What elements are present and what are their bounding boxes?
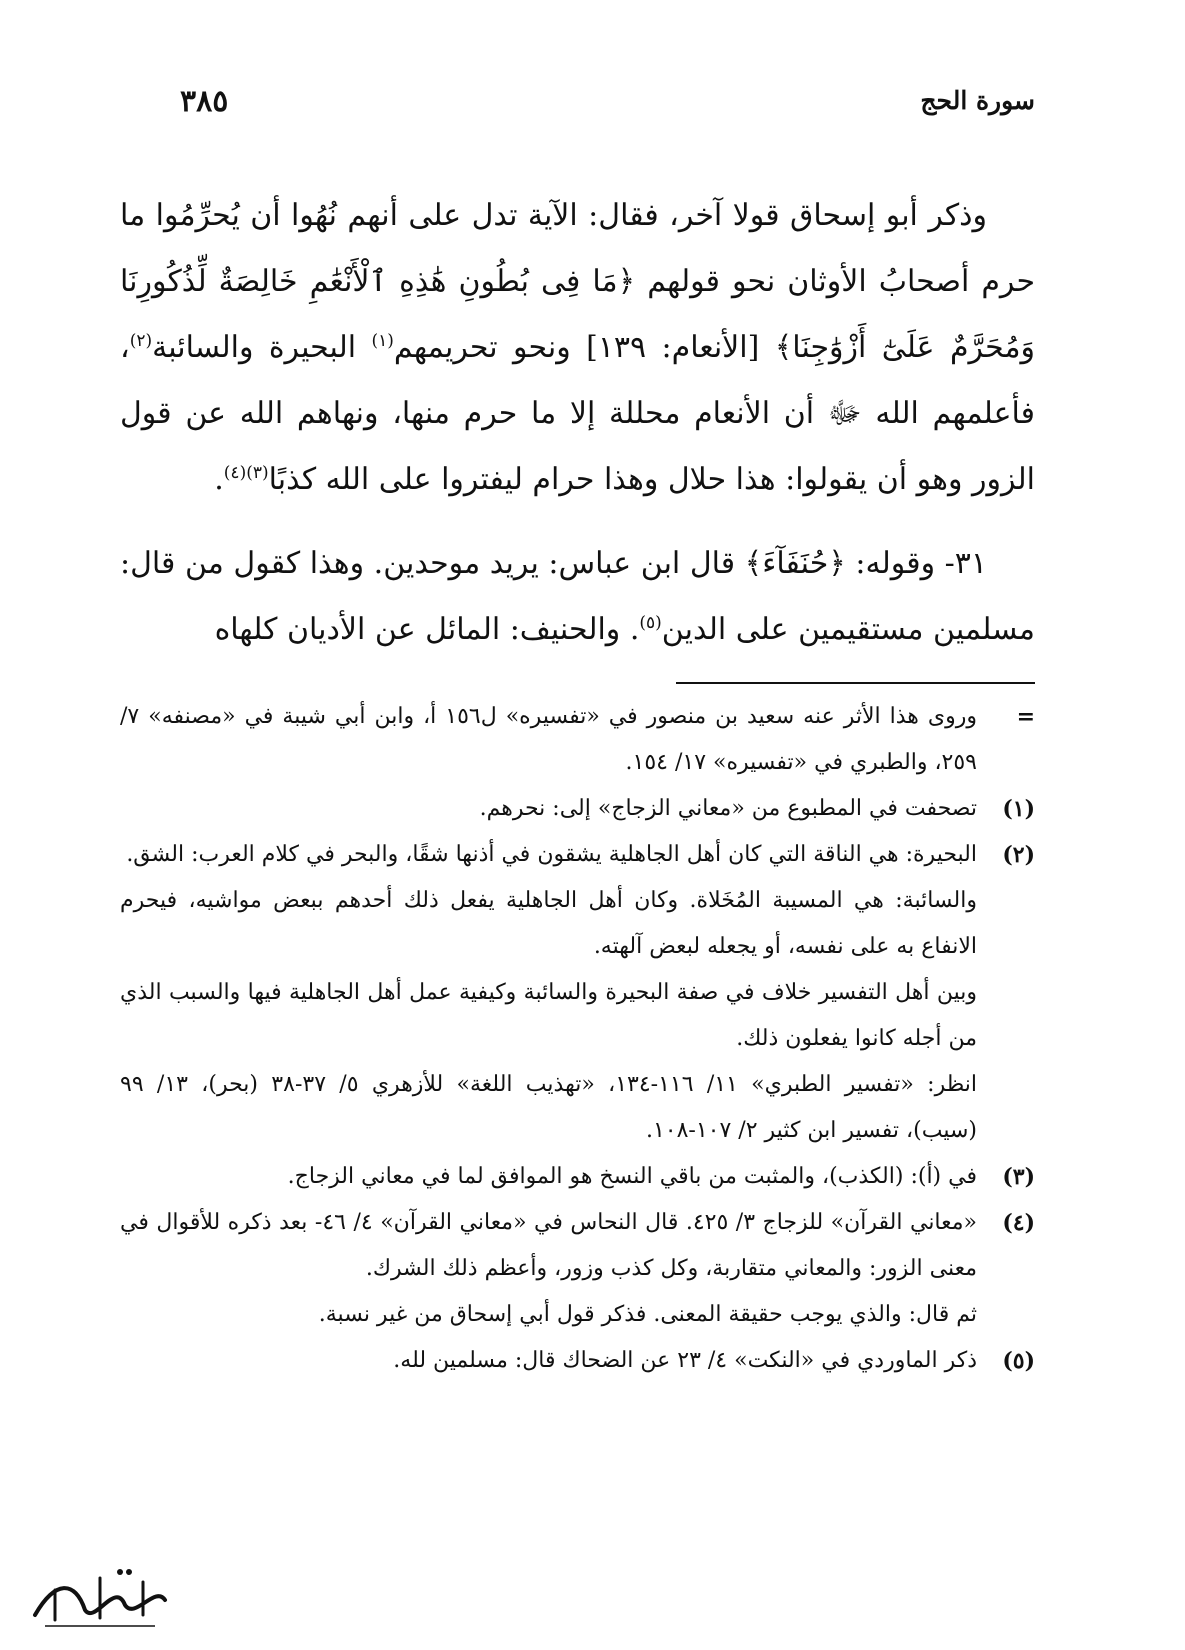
footnote-3 — [120, 1154, 1035, 1200]
footnote-2 — [120, 832, 1035, 1154]
footnote-continued — [120, 694, 1035, 786]
quran-quote: ﴿مَا فِى بُطُونِ هَٰذِهِ ٱلْأَنْعَٰمِ خَالِصَةٌ لِّذُكُورِنَا وَمُحَرَّمٌ عَلَىٰٓ أَزْوَٰجِنَا﴾ — [120, 264, 1035, 365]
footnote-ref[interactable]: (٥) — [639, 613, 662, 633]
footnote-paragraph: البحيرة: هي الناقة التي كان أهل الجاهلية يشقون في أذنها شقًا، والبحر في كلام العرب: الشق. — [126, 842, 977, 867]
footnote-marker: (٤) — [1002, 1210, 1035, 1236]
footnote-4 — [120, 1200, 1035, 1338]
main-text — [120, 183, 1035, 663]
quran-quote: ﴿حُنَفَآءَ﴾ — [744, 546, 846, 581]
page-header — [180, 86, 1035, 136]
page-number: ٣٨٥ — [180, 84, 229, 119]
footnote-5 — [120, 1338, 1035, 1384]
footnote-ref[interactable]: (٢) — [129, 331, 153, 351]
text-segment: ٣١- وقوله: — [845, 546, 987, 581]
library-logo-icon — [25, 1560, 175, 1635]
footnote-ref[interactable]: (٣) — [246, 463, 269, 483]
main-paragraph — [120, 531, 1035, 663]
footnote-paragraph: انظر: «تفسير الطبري» ١١/ ١١٦-١٣٤، «تهذيب اللغة» للأزهري ٥/ ٣٧-٣٨ (بحر)، ١٣/ ٩٩ (سيب)، تفسير ابن كثير ٢/ ١٠٧-١٠٨. — [120, 1072, 978, 1143]
text-segment: . — [214, 462, 224, 497]
footnote-text: ذكر الماوردي في «النكت» ٤/ ٢٣ عن الضحاك قال: مسلمين لله. — [393, 1348, 977, 1373]
footnote-paragraph: «معاني القرآن» للزجاج ٣/ ٤٢٥. قال النحاس في «معاني القرآن» ٤/ ٤٦- بعد ذكره للأقوال في معنى الزور: والمعاني متقاربة، وكل كذب وزور، وأعظم ذلك الشرك. — [120, 1210, 977, 1281]
footnotes-section — [120, 694, 1035, 1384]
text-segment: وذكر أبو إسحاق قولا آخر، فقال: الآية تدل على أنهم نُهُوا أن يُحرِّمُوا ما حرم أصحابُ الأوثان نحو قولهم — [120, 198, 1035, 299]
footnote-marker: = — [1016, 704, 1035, 730]
text-segment: قال ابن عباس: يريد موحدين. وهذا كقول من قال: مسلمين مستقيمين على الدين — [120, 546, 1035, 647]
footnote-ref[interactable]: (١) — [371, 331, 394, 351]
surah-title: سورة الحج — [920, 86, 1035, 115]
footnote-ref[interactable]: (٤) — [223, 463, 247, 483]
footnote-marker: (٢) — [1002, 842, 1035, 868]
main-paragraph — [120, 183, 1035, 513]
text-segment: [الأنعام: ١٣٩] ونحو تحريمهم — [393, 330, 775, 365]
footnote-paragraph: ثم قال: والذي يوجب حقيقة المعنى. فذكر قول أبي إسحاق من غير نسبة. — [318, 1302, 977, 1327]
footnote-text: وروى هذا الأثر عنه سعيد بن منصور في «تفسيره» ل١٥٦ أ، وابن أبي شيبة في «مصنفه» ٧/ ٢٥٩، والطبري في «تفسيره» ١٧/ ١٥٤. — [120, 704, 977, 775]
footnote-1 — [120, 786, 1035, 832]
footnote-text: تصحفت في المطبوع من «معاني الزجاج» إلى: نحرهم. — [479, 796, 977, 821]
text-segment: البحيرة والسائبة — [152, 330, 372, 365]
footnote-marker: (١) — [1002, 796, 1035, 822]
footnote-marker: (٣) — [1002, 1164, 1035, 1190]
text-segment: ، فأعلمهم الله ﷻ أن الأنعام محللة إلا ما حرم منها، ونهاهم الله عن قول الزور وهو أن يقولوا: هذا حلال وهذا حرام ليفتروا على الله كذبًا — [120, 330, 1035, 497]
text-segment: . والحنيف: المائل عن الأديان كلهاه — [214, 612, 640, 647]
footnote-divider — [676, 682, 1035, 684]
footnote-paragraph: والسائبة: هي المسيبة المُخَلاة. وكان أهل الجاهلية يفعل ذلك أحدهم ببعض مواشيه، فيحرم الانفاع به على نفسه، أو يجعله لبعض آلهته. — [120, 888, 977, 959]
footnote-marker: (٥) — [1002, 1348, 1035, 1374]
footnote-paragraph: وبين أهل التفسير خلاف في صفة البحيرة والسائبة وكيفية عمل أهل الجاهلية فيها والسبب الذي من أجله كانوا يفعلون ذلك. — [120, 980, 977, 1051]
footnote-text: في (أ): (الكذب)، والمثبت من باقي النسخ هو الموافق لما في معاني الزجاج. — [287, 1164, 977, 1189]
